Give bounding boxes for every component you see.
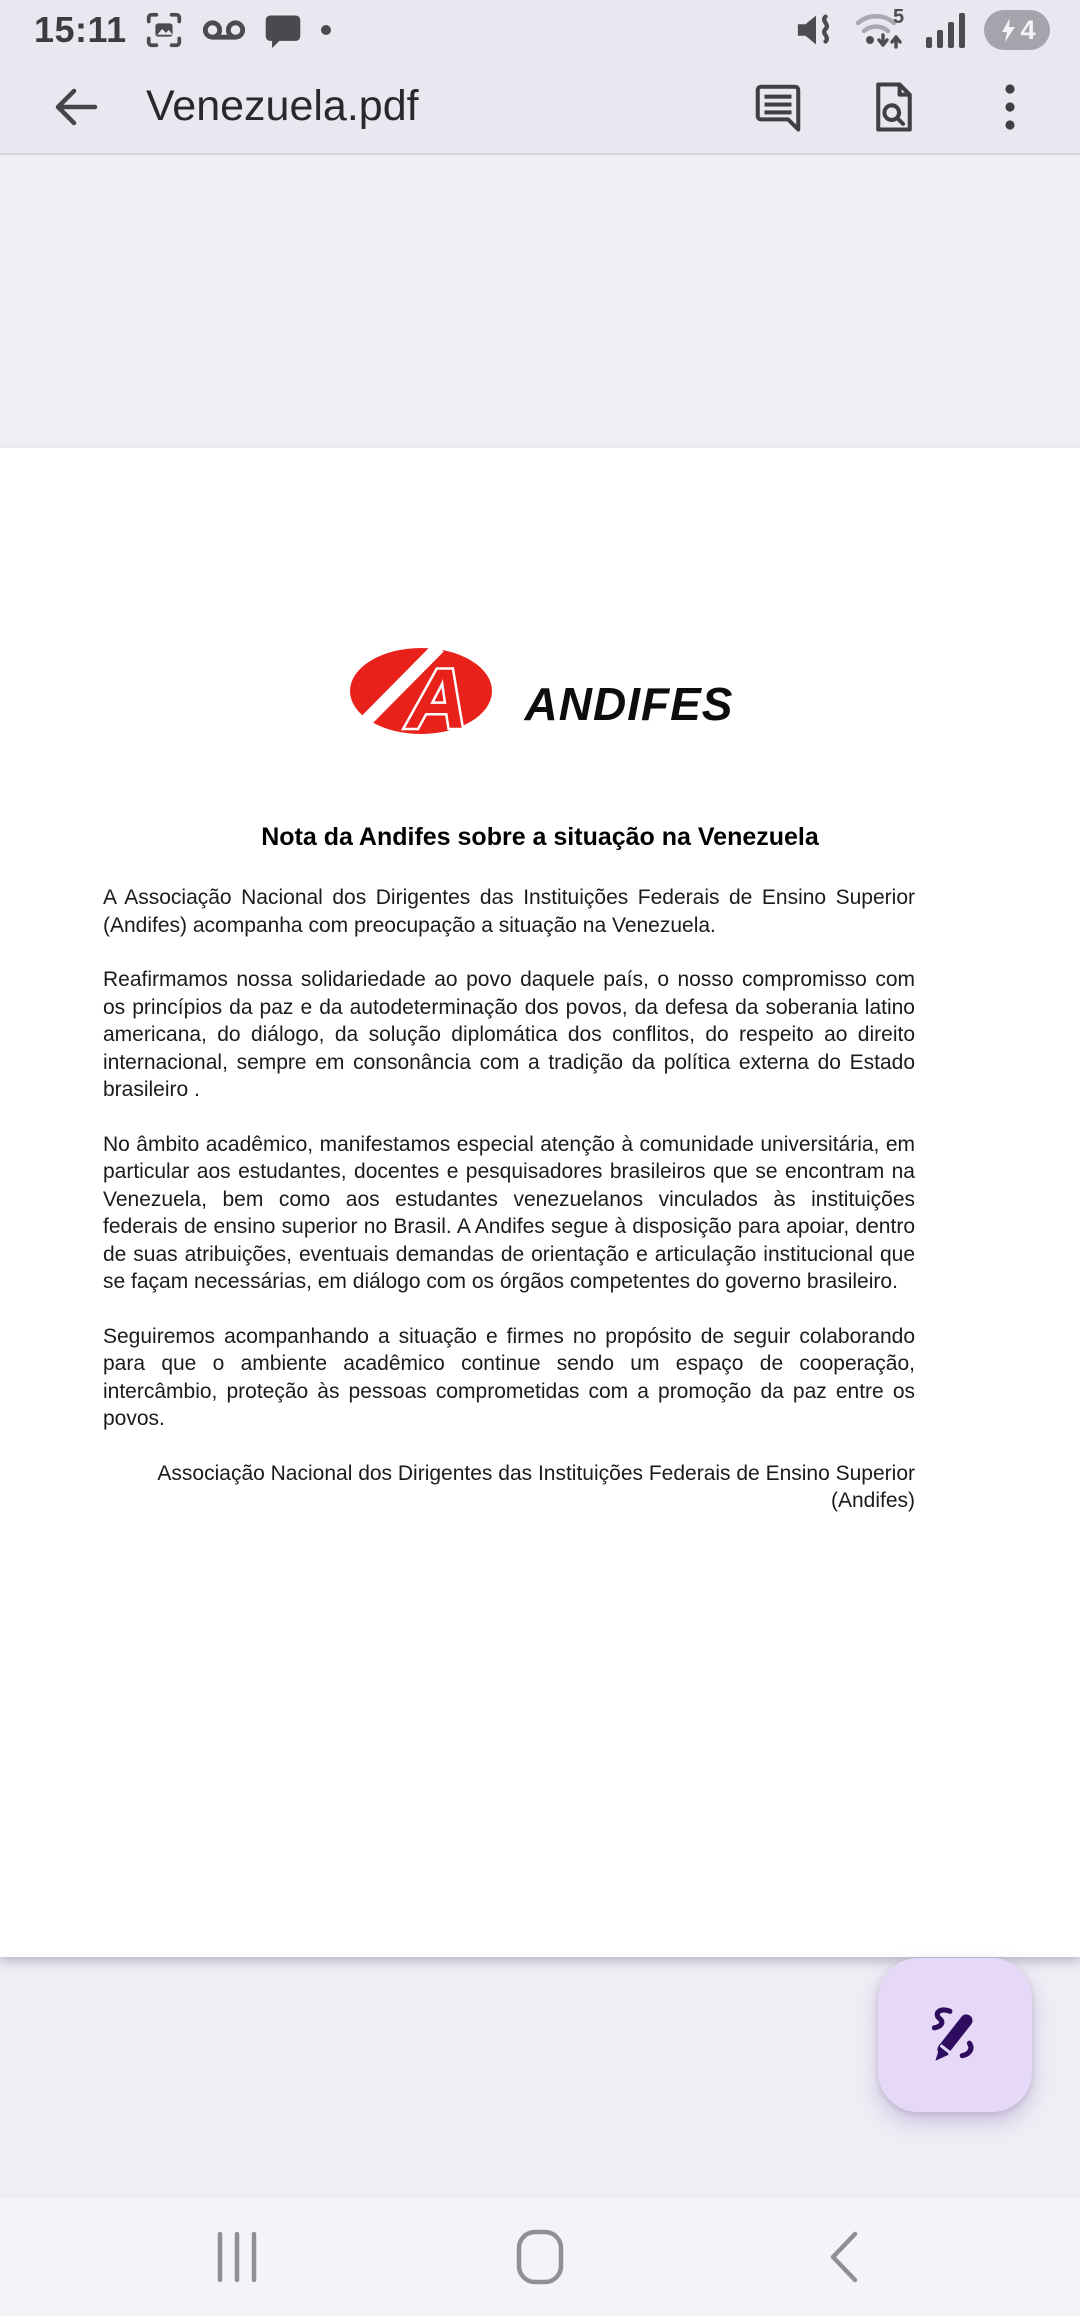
- paragraph-1: A Associação Nacional dos Dirigentes das Instituições Federais de Ensino Superior (Andifes) acompanha com preocupação a situação na Venezuela.: [103, 886, 915, 937]
- battery-percent: 4: [1020, 14, 1036, 45]
- more-options-button[interactable]: [982, 79, 1038, 135]
- paragraph-4: Seguiremos acompanhando a situação e firmes no propósito de seguir colaborando para que o ambiente acadêmico continue sendo um espaço de cooperação, intercâmbio, proteção às pessoas comprometidas com a promoção da paz entre os povos.: [103, 1324, 915, 1430]
- screenshot-icon: [143, 9, 185, 51]
- chevron-left-icon: [827, 2230, 859, 2284]
- andifes-logo: [0, 641, 1080, 741]
- recent-apps-icon: [216, 2232, 258, 2282]
- notification-dot-icon: [319, 23, 333, 37]
- signature-line-1: Associação Nacional dos Dirigentes das Instituições Federais de Ensino Superior: [157, 1461, 915, 1485]
- document-heading: Nota da Andifes sobre a situação na Venezuela: [261, 823, 819, 851]
- status-bar: [0, 0, 1080, 60]
- battery-charging-icon: [984, 10, 1050, 50]
- pdf-page[interactable]: [0, 448, 1080, 1957]
- wifi-icon: [852, 7, 910, 53]
- paragraph-2: Reafirmamos nossa solidariedade ao povo daquele país, o nosso compromisso com os princípios da paz e da autodeterminação dos povos, da defesa da soberania latino americana, do diálogo, da solução diplomática dos conflitos, do respeito ao direito internacional, sempre em consonância com a tradição da política externa do Estado brasileiro .: [103, 968, 915, 1101]
- annotate-pen-icon: [922, 2002, 988, 2068]
- recent-apps-button[interactable]: [175, 2212, 299, 2302]
- paragraph-3: No âmbito acadêmico, manifestamos especial atenção à comunidade universitária, em particular aos estudantes, docentes e pesquisadores brasileiros que se encontram na Venezuela, bem como aos estudantes venezuelanos vinculados às instituições federais de ensino superior no Brasil. A Andifes segue à disposição para apoiar, dentro de suas atribuições, eventuais demandas de orientação e articulação institucional que se façam necessárias, em diálogo com os órgãos competentes do governo brasileiro.: [103, 1132, 915, 1293]
- voicemail-icon: [201, 10, 247, 50]
- arrow-left-icon: [49, 80, 103, 134]
- home-icon: [516, 2229, 564, 2285]
- chat-icon: [263, 10, 303, 50]
- annotate-fab[interactable]: [878, 1958, 1032, 2112]
- comment-icon: [751, 80, 805, 134]
- clock: 15:11: [34, 9, 127, 50]
- andifes-logo-mark: [347, 641, 519, 741]
- signature-line-2: (Andifes): [830, 1489, 915, 1512]
- document-search-icon: [867, 80, 921, 134]
- andifes-logo-text: ANDIFES: [524, 678, 734, 730]
- home-button[interactable]: [478, 2212, 602, 2302]
- kebab-menu-icon: [1003, 80, 1017, 134]
- signal-strength-icon: [924, 9, 970, 51]
- app-bar: [0, 60, 1080, 155]
- document-title: Venezuela.pdf: [146, 82, 419, 130]
- back-button[interactable]: [48, 79, 104, 135]
- svg-text:A: A: [406, 652, 468, 741]
- navigation-bar: [0, 2198, 1080, 2316]
- find-in-document-button[interactable]: [866, 79, 922, 135]
- svg-text:5: 5: [893, 7, 905, 28]
- back-nav-button[interactable]: [781, 2212, 905, 2302]
- document-body: [0, 884, 1080, 1515]
- comments-button[interactable]: [750, 79, 806, 135]
- mute-vibrate-icon: [794, 9, 838, 51]
- signature-block: [103, 1460, 915, 1515]
